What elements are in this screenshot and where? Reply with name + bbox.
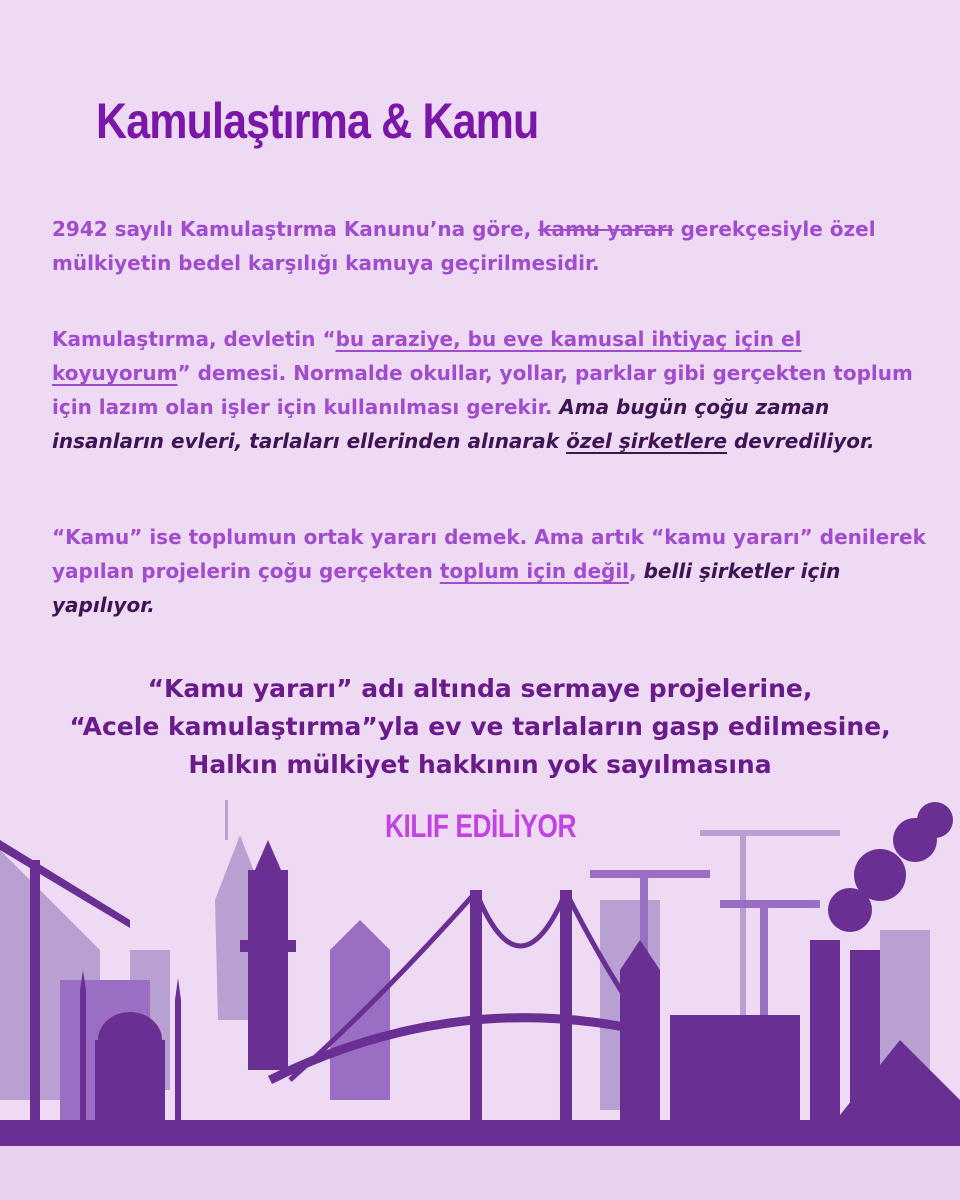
emphasis-text: belli şirketler için yapılıyor. <box>52 559 841 617</box>
emphasis-text: Ama bugün çoğu zaman insanların evleri, tarlaları ellerinden alınarak <box>52 395 830 453</box>
paragraph-public <box>52 520 932 622</box>
suspension-bridge <box>270 890 640 1140</box>
paragraph-text: ” demesi. Normalde okullar, yollar, parklar gibi gerçekten toplum için lazım olan işler için kullanılması gerekir. <box>52 361 913 419</box>
emphasis-text: devrediliyor. <box>727 429 875 453</box>
page-title: Kamulaştırma & Kamu <box>96 93 539 149</box>
callout-text: KILIF EDİLİYOR <box>384 808 576 844</box>
slogan-line: “Acele kamulaştırma”yla ev ve tarlaların gasp edilmesine, <box>69 712 891 741</box>
paragraph-text: Kamulaştırma, devletin “ <box>52 327 336 351</box>
city-skyline-illustration <box>0 800 960 1200</box>
slogan-block <box>0 670 960 784</box>
struck-phrase: kamu yararı <box>538 217 674 241</box>
paragraph-text: , <box>629 559 644 583</box>
underlined-phrase: toplum için değil <box>439 559 630 583</box>
slogan-line: Halkın mülkiyet hakkının yok sayılmasına <box>188 750 772 779</box>
paragraph-text: 2942 sayılı Kamulaştırma Kanunu’na göre, <box>52 217 539 241</box>
paragraph-text: “Kamu” ise toplumun ortak yararı demek. Ama artık “kamu yararı” denilerek yapılan projelerin çoğu gerçekten <box>52 525 926 583</box>
slogan-line: “Kamu yararı” adı altında sermaye projelerine, <box>147 674 813 703</box>
emphasis-underlined: özel şirketlere <box>566 429 728 453</box>
paragraph-text: gerekçesiyle özel mülkiyetin bedel karşılığı kamuya geçirilmesidir. <box>52 217 876 275</box>
underlined-quote: bu araziye, bu eve kamusal ihtiyaç için el koyuyorum <box>52 327 802 385</box>
paragraph-definition <box>52 212 932 280</box>
ground-shadow <box>0 1146 960 1200</box>
paragraph-expropriation <box>52 322 932 458</box>
